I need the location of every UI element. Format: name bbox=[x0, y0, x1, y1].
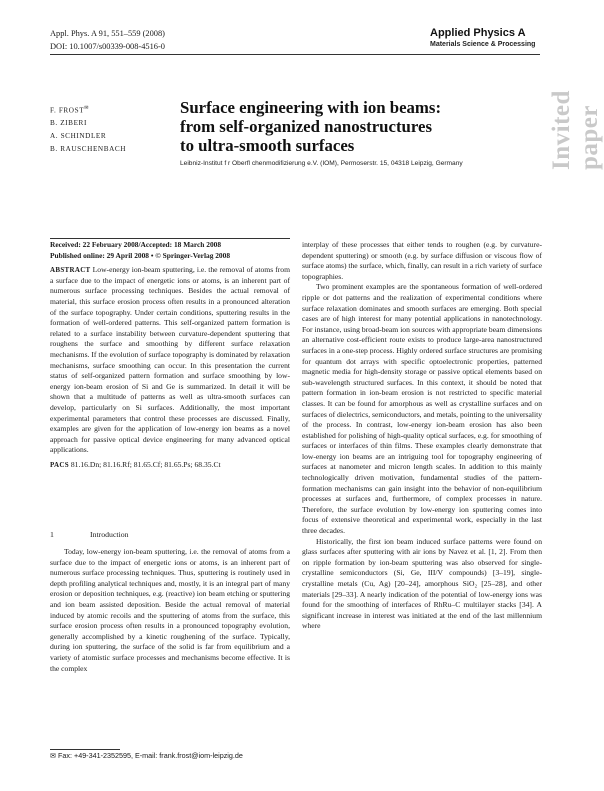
paper-title bbox=[180, 98, 540, 155]
journal-name: Applied Physics A bbox=[430, 27, 526, 39]
left-column-top bbox=[50, 240, 290, 470]
abstract-text: Low-energy ion-beam sputtering, i.e. the removal of atoms from a surface due to the impact of energetic ions or atoms, is an inherent part of numerous surface processing techniques. Besides the actual removal of material, this surface erosion process often results in a pronounced alteration of the surface topography. Under certain conditions, sputtering results in the formation of well-ordered patterns. This self-organized pattern formation is related to a surface instability between curvature-dependent sputtering that roughens the surface and smoothing by different surface relaxation mechanisms. If the evolution of surface topography is dominated by relaxation mechanisms, surface smoothing can occur. In this presentation the current status of self-organized pattern formation and surface smoothing by low-energy ion-beam erosion of Si and Ge is summarized. In detail it will be shown that a multitude of patterns as well as ultra-smooth surfaces can develop, particularly on Si surfaces. Additionally, the most important experimental parameters that control these processes are discussed. Finally, examples are given for the application of low-energy ion beams as a novel approach for passive optical device engineering for many advanced optical applications. bbox=[50, 265, 291, 455]
author-name: A. SCHINDLER bbox=[50, 132, 107, 141]
section-heading bbox=[50, 530, 290, 541]
citation: Appl. Phys. A 91, 551–559 (2008) bbox=[50, 29, 165, 38]
footnote-rule bbox=[50, 749, 120, 750]
received-date: Received: 22 February 2008/Accepted: 18 March 2008 bbox=[50, 240, 222, 249]
paragraph: Historically, the first ion beam induced surface patterns were found on glass surfaces after sputtering with air ions by Navez et al. [1, 2]. From then on ripple formation by ion-beam sputtering was also observed for single-crystalline semiconductors (Si, Ge, III/V compounds) [3–19], single-crystalline metals (Cu, Ag) [20–24], amorphous SiO₂ [25–28], and other materials [29–33]. A nearly indication of the potential of low-energy ions was found for the smoothing of interfaces of RhRu–C multilayer stacks [34]. A significant increase in interest was initiated at the end of the last millennium where bbox=[302, 536, 542, 631]
invited-paper-label: Invited paper bbox=[548, 90, 603, 170]
intro-left-column bbox=[50, 547, 290, 674]
pacs-label: PACS bbox=[50, 460, 69, 469]
author-name: B. RAUSCHENBACH bbox=[50, 145, 127, 154]
paragraph: Two prominent examples are the spontaneous formation of well-ordered ripple or dot patterns and the realization of experimental conditions where surface relaxation dominates and smooth surfaces are emerging. Both special cases are of high interest for many potential applications in nanotechnology. For instance, using broad-beam ion sources with appropriate beam dimensions an alternative cost-efficient route exists to produce large-area nanostructured surfaces in a one-step process. Highly ordered surface structures are promising for quantum dot arrays with specific optoelectronic properties, patterned magnetic media for high-density storage or passive optical elements based on sub-wavelength structured surfaces. In this context, it should be noted that pattern formation in ion-beam erosion is not restricted to specific material classes. It can be found for amorphous as well as crystalline surfaces and on surfaces of dielectrics, semiconductors, and metals, pointing to the universality of the process. In contrast, low-energy ion-beam erosion has also been established for polishing of high-quality optical surfaces, e.g. for smoothing of surfaces or interfaces of thin films. These examples clearly demonstrate that low-energy ion beams are an intriguing tool for topography engineering of surfaces at nanometer and micron length scales. In addition to this mainly technologically driven motivation, fundamental studies of the pattern-formation mechanisms can gain insight into the behavior of non-equilibrium processes at surfaces and, furthermore, of complex processes in nature. Therefore, the surface evolution by low-energy ion sputtering comes into focus of extensive theoretical and experimental work, especially in the last three decades. bbox=[302, 282, 542, 536]
pacs-codes: 81.16.Dn; 81.16.Rf; 81.65.Cf; 81.65.Ps; 68.35.Ct bbox=[70, 459, 221, 469]
title-line: Surface engineering with ion beams: bbox=[180, 98, 442, 117]
published-date: Published online: 29 April 2008 • © Springer-Verlag 2008 bbox=[50, 250, 231, 260]
title-line: to ultra-smooth surfaces bbox=[180, 136, 355, 155]
running-header bbox=[50, 27, 165, 53]
title-line: from self-organized nanostructures bbox=[180, 117, 432, 136]
footnote: ✉ Fax: +49-341-2352595, E-mail: frank.frost@iom-leipzig.de bbox=[50, 751, 243, 760]
journal-subtitle: Materials Science & Processing bbox=[430, 41, 536, 48]
affiliation: Leibniz-Institut f r Oberfl chenmodifizierung e.V. (IOM), Permoserstr. 15, 04318 Leipzig, Germany bbox=[180, 160, 463, 167]
author-list bbox=[50, 102, 126, 156]
abstract-label: ABSTRACT bbox=[50, 266, 91, 275]
journal-header bbox=[430, 27, 535, 48]
pacs bbox=[50, 460, 290, 471]
corresponding-author-mark: ✉ bbox=[84, 106, 89, 111]
section-title: Introduction bbox=[90, 530, 129, 539]
section-number: 1 bbox=[50, 530, 54, 539]
paragraph: interplay of these processes that either tends to roughen (e.g. by curvature-dependent sputtering) or smooth (e.g. by surface diffusion or viscous flow of surface atoms) the surface, which, finally, can result in a rich variety of surface topographies. bbox=[302, 240, 542, 281]
right-column bbox=[302, 240, 542, 632]
author-name: B. ZIBERI bbox=[50, 119, 87, 128]
intro-paragraph: Today, low-energy ion-beam sputtering, i.e. the removal of atoms from a surface due to the impact of energetic ions or atoms, is an inherent part of numerous surface processing techniques. Thus, sputtering is routinely used in depth profiling analytical techniques and, mostly, it is an integral part of many erosion or deposition techniques, e.g. (reactive) ion beam etching or sputtering and ion beam assisted deposition. Beside the actual removal of material induced by atomic recoils and the sputtering of atoms from the surface, this surface erosion process often results in a pronounced topography evolution, generally accomplished by a kinetic roughening of the surface. Typically, during ion sputtering, the surface of the solid is far from equilibrium and a variety of atomistic surface processes and mechanisms become effective. It is the complex bbox=[50, 547, 290, 673]
abstract bbox=[50, 265, 290, 456]
header-rule bbox=[50, 54, 540, 55]
left-column-rule bbox=[50, 238, 290, 239]
doi: DOI: 10.1007/s00339-008-4516-0 bbox=[50, 42, 165, 51]
author-name: F. FROST✉ bbox=[50, 106, 89, 115]
